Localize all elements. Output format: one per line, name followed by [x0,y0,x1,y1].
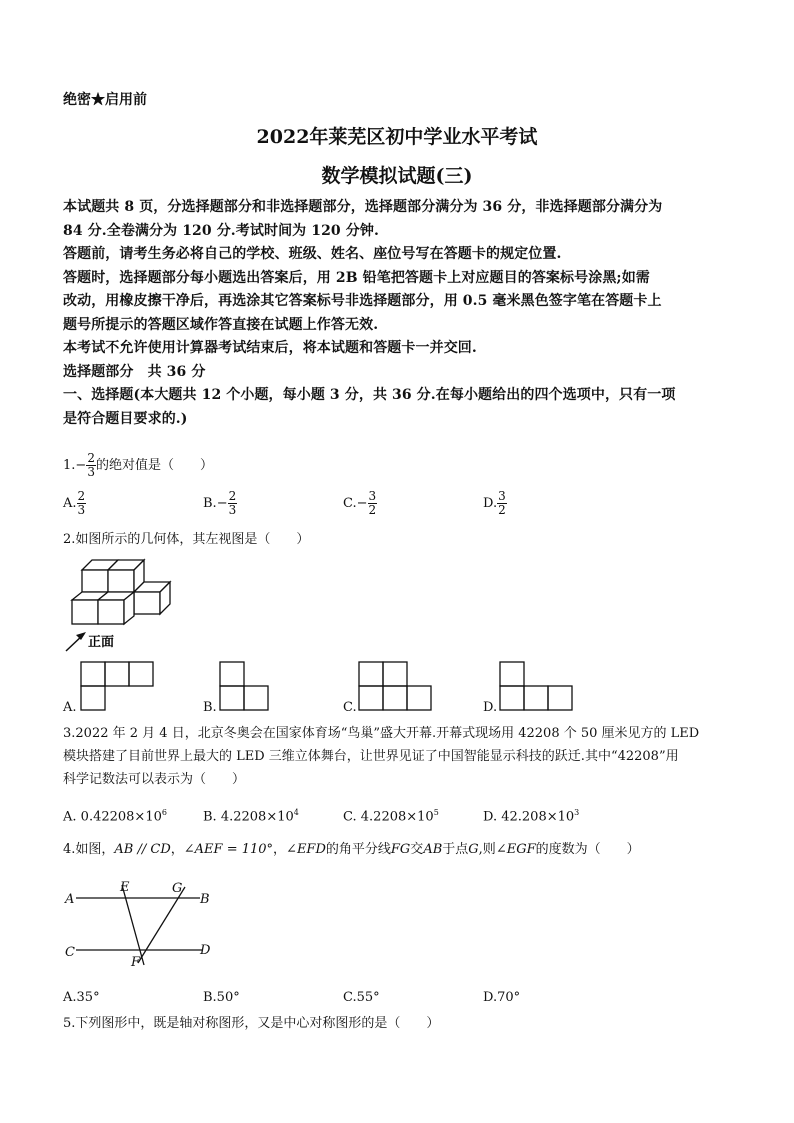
q3-option-c[interactable]: C. $4.2208\times 10^5$ [343,808,439,825]
svg-text:G: G [172,881,183,896]
section-heading: 选择题部分 共 36 分 [63,363,206,380]
parallel-lines-figure [62,875,222,975]
arrow-head-icon [76,632,86,640]
q2-option-d-figure[interactable] [499,661,575,713]
instruction-line: 改动，用橡皮擦干净后，再选涂其它答案标号非选择题部分，用 0.5 毫米黑色签字笔在答题卡上 [63,293,662,309]
svg-text:E: E [120,880,130,895]
q3-option-a[interactable]: A. $0.42208\times 10^6$ [63,808,167,825]
q1-option-d[interactable]: D. $\frac{3}{2}$ [483,489,506,517]
instruction-line: 本考试不允许使用计算器考试结束后，将本试题和答题卡一并交回. [63,340,477,356]
instructions [63,196,733,431]
q2-option-d-label[interactable]: D. [483,700,498,715]
exam-subtitle: 数学模拟试题(三) [321,165,473,187]
svg-text:C: C [65,945,75,960]
instruction-line: 本试题共 8 页，分选择题部分和非选择题部分，选择题部分满分为 36 分，非选择题部分满分为 [63,199,663,215]
q4-option-c[interactable]: C.55° [343,990,380,1005]
q4-option-a[interactable]: A.35° [63,990,100,1005]
fraction: $\frac{2}{3}$ [87,451,95,479]
instruction-line: 题号所提示的答题区域作答直接在试题上作答无效. [63,316,379,333]
exam-title: 2022年莱芜区初中学业水平考试 [256,126,538,148]
question-1-stem: 1.− $\frac{2}{3}$ 的绝对值是（ ） [63,451,213,479]
svg-text:A: A [65,892,75,907]
q3-option-d[interactable]: D. $42.208\times 10^3$ [483,808,580,825]
front-label: 正面 [88,635,115,650]
q1-option-c[interactable]: C.− $\frac{3}{2}$ [343,489,377,517]
svg-text:F: F [131,955,141,970]
q2-option-b-figure[interactable] [219,661,271,713]
q4-option-d[interactable]: D.70° [483,990,521,1005]
svg-text:D: D [200,943,211,958]
svg-text:B: B [200,892,210,907]
q1-option-a[interactable]: A. $\frac{2}{3}$ [63,489,86,517]
q4-option-b[interactable]: B.50° [203,990,240,1005]
question-4-stem: 4.如图，AB // CD，∠AEF = 110°，∠EFD的角平分线FG交AB于点G,则∠EGF的度数为（ ） [63,842,640,857]
instruction-line: 84 分.全卷满分为 120 分.考试时间为 120 分钟. [63,222,379,239]
q2-option-a-figure[interactable] [80,661,156,713]
q2-option-a-label[interactable]: A. [63,700,77,715]
q1-option-b[interactable]: B.− $\frac{2}{3}$ [203,489,237,517]
q2-option-c-figure[interactable] [358,661,434,713]
question-5-stem: 5.下列图形中，既是轴对称图形，又是中心对称图形的是（ ） [63,1016,440,1031]
section-intro: 一、选择题(本大题共 12 个小题，每小题 3 分，共 36 分.在每小题给出的四个选项中，只有一项 [63,387,676,403]
section-intro: 是符合题目要求的.) [63,410,188,427]
q2-option-c-label[interactable]: C. [343,700,357,715]
instruction-line: 答题前，请考生务必将自己的学校、班级、姓名、座位号写在答题卡的规定位置. [63,246,562,262]
confidential-mark: 绝密★启用前 [63,92,147,108]
question-3-stem: 3.2022 年 2 月 4 日，北京冬奥会在国家体育场“鸟巢”盛大开幕.开幕式现场用 42208 个 50 厘米见方的 LED 模块搭建了目前世界上最大的 LED 三维立体舞台，让世界见证了中国智能显示科技的跃迁.其中“42208”用 科学记数法可以表示为（ ） [63,726,700,787]
geometric-solid-figure [62,555,182,655]
q3-option-b[interactable]: B. $4.2208\times 10^4$ [203,808,299,825]
question-2-stem: 2.如图所示的几何体，其左视图是（ ） [63,532,310,547]
instruction-line: 答题时，选择题部分每小题选出答案后，用 2B 铅笔把答题卡上对应题目的答案标号涂黑;如需 [63,269,650,286]
q2-option-b-label[interactable]: B. [203,700,217,715]
